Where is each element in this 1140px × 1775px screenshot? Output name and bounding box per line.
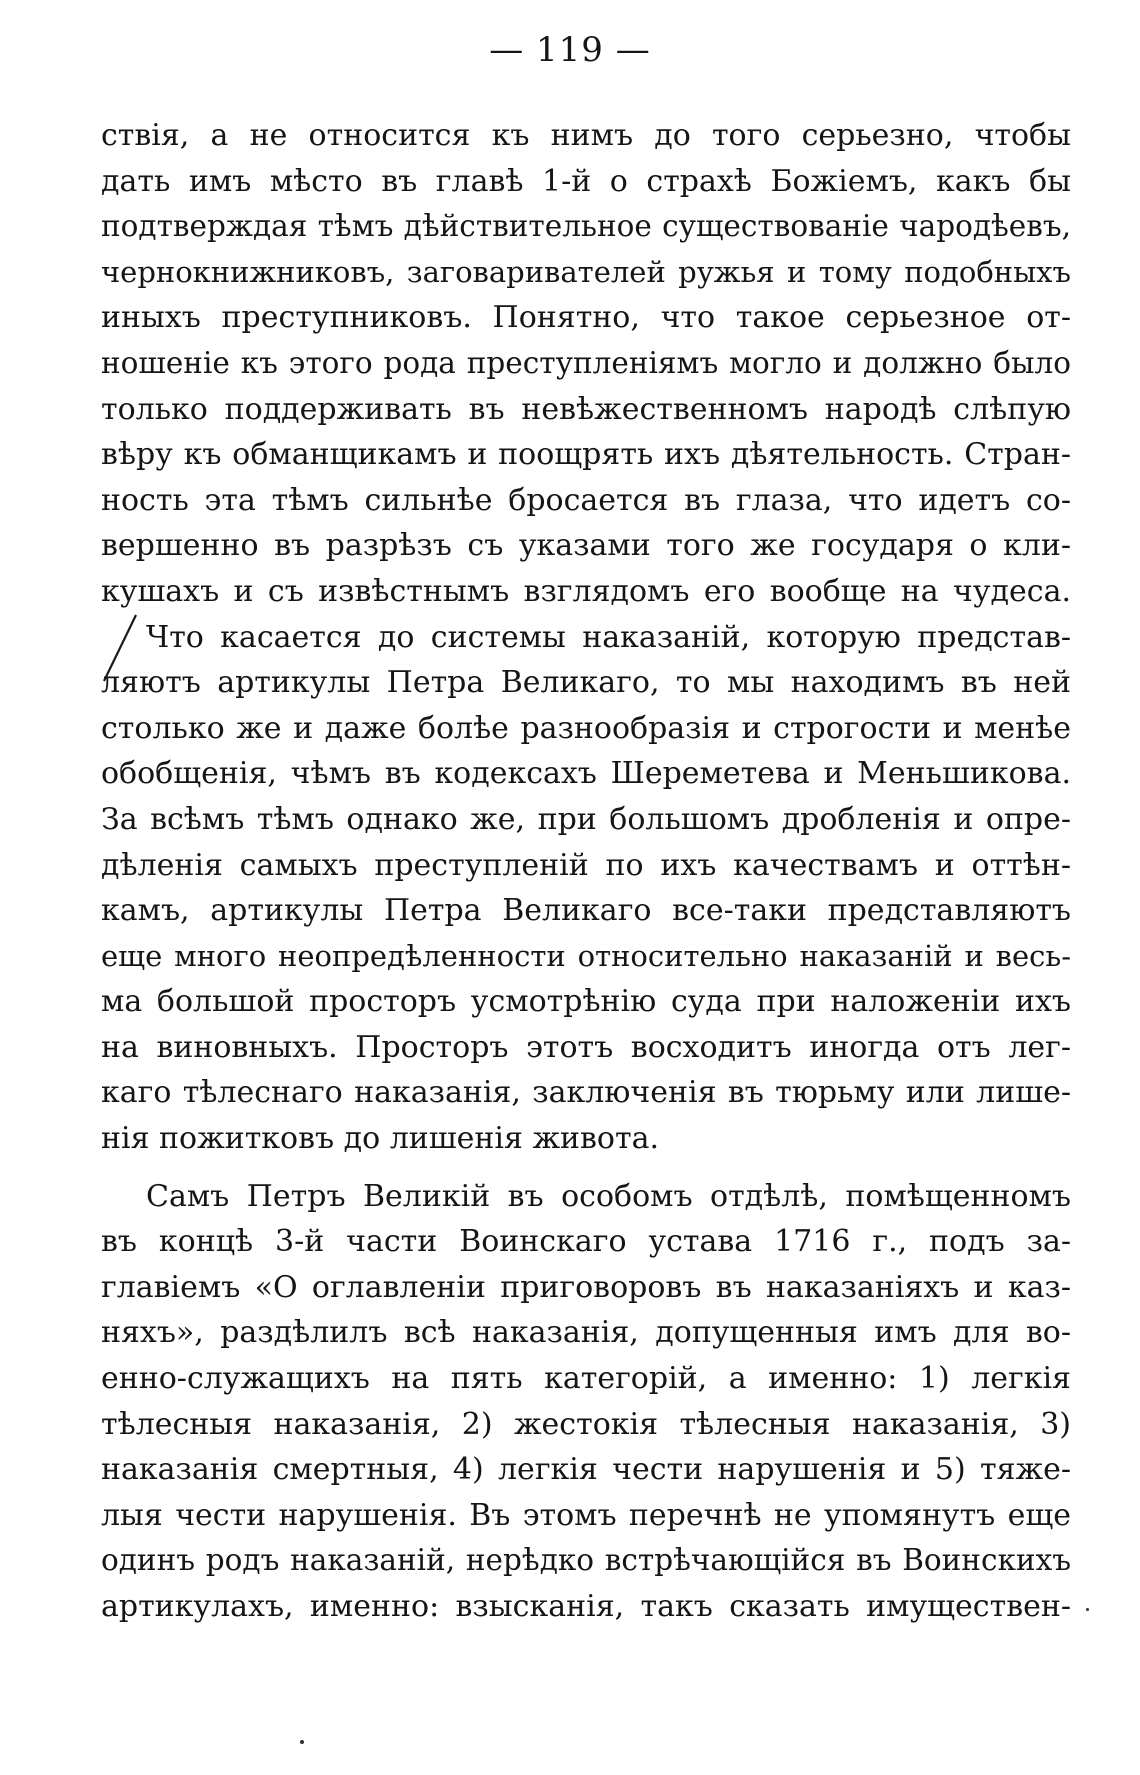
text-line: нія пожитковъ до лишенія живота.: [101, 1121, 660, 1157]
text-line: ма большой просторъ усмотрѣнію суда при наложеніи ихъ: [101, 984, 1071, 1020]
text-line: кушахъ и съ извѣстнымъ взглядомъ его вообще на чудеса.: [101, 573, 1071, 609]
text-line: еще много неопредѣленности относительно наказаній и весь-: [101, 938, 1071, 973]
body-text: [101, 113, 1071, 1630]
text-line: столько же и даже болѣе разнообразія и строгости и менѣе: [101, 710, 1071, 746]
text-line: Что касается до системы наказаній, которую представ-: [146, 619, 1071, 655]
text-line: ляютъ артикулы Петра Великаго, то мы находимъ въ ней: [101, 665, 1071, 701]
text-line: подтверждая тѣмъ дѣйствительное существованіе чародѣевъ,: [101, 209, 1071, 244]
print-speck: [300, 1740, 304, 1744]
text-line: одинъ родъ наказаній, нерѣдко встрѣчающійся въ Воинскихъ: [101, 1543, 1071, 1578]
text-line: только поддерживать въ невѣжественномъ народѣ слѣпую: [101, 391, 1071, 427]
text-line: обобщенія, чѣмъ въ кодексахъ Шереметева и Меньшикова.: [101, 756, 1071, 792]
text-line: няхъ», раздѣлилъ всѣ наказанія, допущенныя имъ для во-: [101, 1315, 1071, 1351]
text-line: въ концѣ 3-й части Воинскаго устава 1716 г., подъ за-: [101, 1224, 1071, 1260]
text-line: камъ, артикулы Петра Великаго все-таки представляютъ: [101, 893, 1071, 929]
text-line: дѣленія самыхъ преступленій по ихъ качествамъ и оттѣн-: [101, 847, 1071, 883]
text-line: вершенно въ разрѣзъ съ указами того же государя о кли-: [101, 528, 1071, 564]
print-speck: [1086, 1608, 1089, 1611]
page-number: — 119 —: [489, 30, 651, 70]
text-line: ношеніе къ этого рода преступленіямъ могло и должно было: [101, 345, 1071, 380]
text-line: артикулахъ, именно: взысканія, такъ сказать имуществен-: [101, 1589, 1071, 1624]
paragraph-gap: [101, 1162, 1071, 1174]
text-line: За всѣмъ тѣмъ однако же, при большомъ дробленія и опре-: [101, 801, 1071, 837]
text-line: ствія, а не относится къ нимъ до того серьезно, чтобы: [101, 118, 1071, 153]
text-line: чернокнижниковъ, заговаривателей ружья и тому подобныхъ: [101, 254, 1071, 289]
text-line: ность эта тѣмъ сильнѣе бросается въ глаза, что идетъ со-: [101, 482, 1071, 518]
text-line: вѣру къ обманщикамъ и поощрять ихъ дѣятельность. Стран-: [101, 437, 1071, 473]
text-line: иныхъ преступниковъ. Понятно, что такое серьезное от-: [101, 300, 1071, 336]
text-line: лыя чести нарушенія. Въ этомъ перечнѣ не упомянутъ еще: [101, 1497, 1071, 1533]
text-line: енно-служащихъ на пять категорій, а именно: 1) легкія: [101, 1361, 1071, 1397]
text-line: главіемъ «О оглавленіи приговоровъ въ наказаніяхъ и каз-: [101, 1269, 1071, 1305]
text-line: Самъ Петръ Великій въ особомъ отдѣлѣ, помѣщенномъ: [146, 1178, 1071, 1214]
text-line: на виновныхъ. Просторъ этотъ восходитъ иногда отъ лег-: [101, 1029, 1071, 1065]
text-line: тѣлесныя наказанія, 2) жестокія тѣлесныя наказанія, 3): [101, 1406, 1071, 1442]
text-line: каго тѣлеснаго наказанія, заключенія въ тюрьму или лише-: [101, 1075, 1071, 1111]
text-line: наказанія смертныя, 4) легкія чести нарушенія и 5) тяже-: [101, 1452, 1071, 1488]
text-line: дать имъ мѣсто въ главѣ 1-й о страхѣ Божіемъ, какъ бы: [101, 163, 1071, 199]
